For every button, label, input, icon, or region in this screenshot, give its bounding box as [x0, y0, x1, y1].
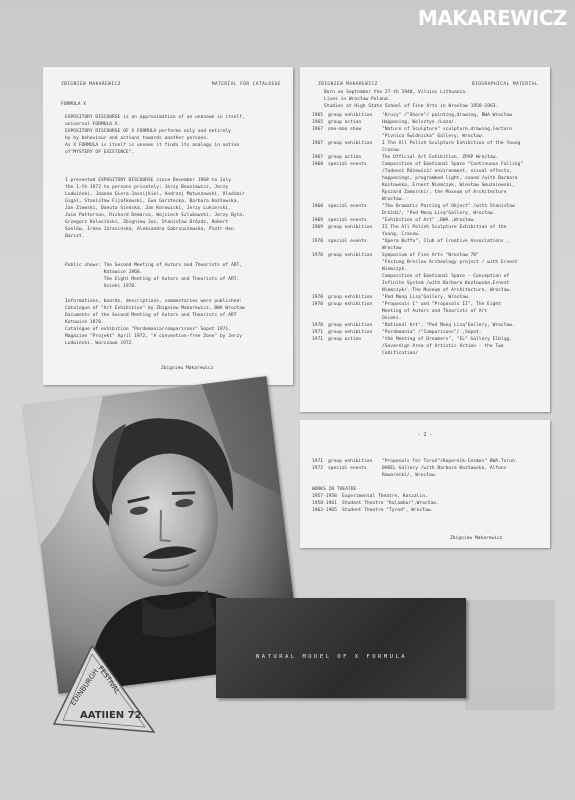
entry-year: 1971	[312, 330, 324, 335]
entry-year	[312, 133, 328, 140]
entry-kind: group action	[328, 120, 362, 125]
entry-text: The Official Art Exhibition, ZPAP Wrocław.	[382, 155, 499, 160]
entry-kind	[328, 343, 382, 350]
entry-text: Rawarecki/, Wrocław.	[382, 473, 438, 478]
entry-text: "Opera Buffa", Club of Creative Associations ,	[382, 239, 510, 244]
entry-year	[312, 245, 328, 252]
entry-kind	[328, 182, 382, 189]
list-item	[312, 161, 544, 168]
entry-kind: special events	[328, 204, 367, 209]
entry-kind	[328, 189, 382, 196]
entry-text: Composition of Emotional Space - Conception of	[382, 274, 510, 279]
list-item	[312, 294, 544, 301]
entry-text: Niemczyk/. The Museum of Architecture, Wrocław.	[382, 288, 512, 293]
entry-year: 1968	[312, 162, 324, 167]
list-item	[312, 133, 544, 140]
entry-year	[312, 350, 328, 357]
entry-kind: group exhibition	[328, 141, 373, 146]
entry-text: "Proposals for Toruń"/Kopernik-Cosmos" BWA,Toruń.	[382, 459, 518, 464]
entry-year: 1969	[312, 225, 324, 230]
list-item	[312, 287, 544, 294]
list-item	[312, 217, 544, 224]
biographical-material-page-2	[300, 420, 550, 548]
list-item	[312, 147, 544, 154]
entry-text: Young, Cracow.	[382, 232, 421, 237]
signature: Zbigniew Makarewicz	[161, 366, 214, 371]
entry-kind	[328, 280, 382, 287]
entry-kind: group exhibition	[328, 302, 373, 307]
list-item	[312, 273, 544, 280]
entry-kind: special events	[328, 466, 367, 471]
entry-text: Dróżdż/, "Pod Moną Lisą"Gallery, Wrocław.	[382, 211, 496, 216]
entry-text: Composition of Emotional Space "Continuous Falling"	[382, 162, 524, 167]
sheet-type: BIOGRAPHICAL MATERIAL	[471, 82, 538, 87]
entry-year: 1969	[312, 218, 324, 223]
entry-text: "Pod Moną Lisą"Gallery, Wrocław.	[382, 295, 471, 300]
entry-year: 1970	[312, 295, 324, 300]
list-item	[312, 168, 544, 175]
list-item	[312, 493, 544, 500]
entry-text: Happening, Wolsztyn /Laza/.	[382, 120, 457, 125]
list-item	[312, 259, 544, 266]
entry-kind	[328, 168, 382, 175]
entry-text: Niemczyk.	[382, 267, 407, 272]
entry-year	[312, 168, 328, 175]
entry-year: 1967	[312, 127, 324, 132]
list-item	[312, 322, 544, 329]
entry-year	[312, 182, 328, 189]
entry-text: Wrocław	[382, 246, 402, 251]
page-title: MAKAREWICZ	[417, 6, 567, 30]
list-item	[312, 238, 544, 245]
sheet-header	[318, 81, 538, 88]
entry-year: 1971	[312, 459, 324, 464]
festival-stamp	[50, 640, 160, 740]
entry-text: BAREL Gallery /with Barbara Kozłowska, Alfons	[382, 466, 507, 471]
entry-year: 1970	[312, 323, 324, 328]
list-item	[312, 458, 544, 465]
list-item	[312, 472, 544, 479]
list-item	[312, 507, 544, 514]
entry-text: "the Meeting of Dreamers", "EL" Gallery Elbląg.	[382, 337, 512, 342]
list-item	[312, 112, 544, 119]
biography	[312, 89, 544, 357]
entry-year: 1970	[312, 239, 324, 244]
entry-text: Meeting of Autors and Theorists of Art	[382, 309, 488, 314]
entry-kind: group exhibition	[328, 295, 373, 300]
stamp-line-3: AATIIEN 72	[80, 710, 142, 721]
entry-text: "Festung Breslau Archeology project / with Ernest	[382, 260, 518, 265]
list-item	[312, 126, 544, 133]
entry-text: Kozłowska, Ernest Niemczyk, Wiesław Smużniewski,	[382, 183, 515, 188]
sheet-header	[61, 81, 281, 88]
entry-text: Ryszard Zamorski/, the Museum of Architecture	[382, 190, 507, 195]
list-item	[312, 203, 544, 210]
entry-text: Codification/	[382, 351, 418, 356]
formula-card	[216, 598, 466, 698]
entry-year: 1971	[312, 337, 324, 342]
list-item	[312, 252, 544, 259]
entry-text: "Kruzy" /"Shore"/ painting,drawing, BWA Wrocław	[382, 113, 512, 118]
entry-kind	[328, 210, 382, 217]
list-item	[312, 196, 544, 203]
entry-kind	[328, 308, 382, 315]
entry-text: "Nature of Sculpture" sculpture,drawing,lecture	[382, 127, 512, 132]
biography-continued	[312, 458, 544, 514]
entry-year	[312, 196, 328, 203]
entry-year: 1970	[312, 302, 324, 307]
exhibition-list	[312, 458, 544, 479]
list-item	[312, 140, 544, 147]
entry-kind: one-man show	[328, 127, 362, 132]
entry-text: /Tadeusz Różewicz/ environment, visual effects,	[382, 169, 512, 174]
entry-year: 1965	[312, 113, 324, 118]
entry-year	[312, 273, 328, 280]
entry-year: 1965	[312, 120, 324, 125]
entry-kind: special events	[328, 218, 367, 223]
list-item	[312, 308, 544, 315]
biography-intro: Born on September the 27-th 1940, Vilnius Lithuania. Lives in Wrocław Poland. Studies at High State School of Fine Arts in Wrocław 1958-1963.	[324, 90, 499, 109]
signature: Zbigniew Makarewicz	[450, 536, 503, 541]
entry-year: 1967	[312, 141, 324, 146]
entry-text: I The All Polish Sculpture Exhibition of the Young	[382, 141, 521, 146]
entry-text: "Proposals I" and "Proposals II", The Eight	[382, 302, 501, 307]
author-name: ZBIGNIEW MAKAREWICZ	[318, 82, 378, 87]
entry-year: 1968	[312, 204, 324, 209]
list-item	[312, 350, 544, 357]
entry-kind: group exhibition	[328, 113, 373, 118]
entry-text: Cracow.	[382, 148, 402, 153]
entry-kind: group action	[328, 337, 362, 342]
entry-kind: group action	[328, 155, 362, 160]
entry-year: 1958-1961	[312, 501, 337, 506]
entry-year	[312, 315, 328, 322]
entry-kind: group exhibition	[328, 323, 373, 328]
entry-kind: group exhibition	[328, 225, 373, 230]
entry-text: /Sovereign Area of Artistic Action - the Two	[382, 344, 504, 349]
entry-kind	[328, 196, 382, 203]
list-item	[312, 315, 544, 322]
entry-text: "Exhibition of Art" ,BWA ,Wrocław.	[382, 218, 477, 223]
entry-kind	[328, 350, 382, 357]
exhibition-list	[312, 112, 544, 357]
list-item	[312, 182, 544, 189]
author-name: ZBIGNIEW MAKAREWICZ	[61, 82, 121, 87]
theatre-title: WORKS IN THEATRE	[312, 487, 357, 492]
paragraph-persons: I presented EXPOSITORY DISCOURSE since December 1968 to July the 1-th 1972 to persons privately: Jerzy Beaziewicz, Jerzy Ludwiński, Joanna Giera-Jasnijkiel, Andrzej Matuszewski, Vladimir Gigal, Stanisław Fijałkowski, Ewa Garstecka, Barbara Kozłowska, Jan Ziemski, Danuta Sieńska, Jan Korowicki, Jerzy Lukierski, Jaim Patterson, Richard Demarco, Wojciech Szlubowski, Jerzy Byta, Grzegorz Kolasiński, Zbigniew Jez, Stanisław Drózdz, Robert Szelów, Irena Jarosińska, Aleksandra Gabrzuszewska, Piotr Hen Barszt.	[65, 178, 245, 239]
entry-text: Infinite System /with Barbara Kozłowska,Ernest	[382, 281, 510, 286]
entry-text: Osieki.	[382, 316, 402, 321]
paragraph-public-shows: Public shows: The Second Meeting of Autors and Theorists of ART, Katowice 1968. The Eight Meeting of Autors and Theorists of ART, Osieki 1970.	[65, 263, 243, 289]
entry-kind: special events	[328, 162, 367, 167]
entry-kind	[328, 273, 382, 280]
entry-kind: group exhibition	[328, 330, 373, 335]
stamp-line-2: FESTIVAL	[96, 664, 122, 696]
entry-year	[312, 175, 328, 182]
entry-year	[312, 308, 328, 315]
sheet-type: MATERIAL FOR CATALOGUE	[211, 82, 281, 87]
entry-text: II The All Polish Sculpture Exhibition of the	[382, 225, 507, 230]
entry-year	[312, 287, 328, 294]
entry-text: Symposium of Fine Arts "Wrocław 70"	[382, 253, 479, 258]
list-item	[312, 210, 544, 217]
list-item	[312, 154, 544, 161]
biographical-material-sheet	[300, 67, 550, 412]
list-item	[312, 189, 544, 196]
theatre-list	[312, 493, 544, 514]
entry-text: "Rational Art", "Pod Moną Lisą"Gallery, Wrocław.	[382, 323, 515, 328]
entry-kind	[328, 266, 382, 273]
entry-kind	[328, 245, 382, 252]
entry-kind	[328, 259, 382, 266]
card-title: NATURAL MODEL OF X FORMULA	[256, 654, 408, 660]
entry-text: "Pivnica Świdnicka" Gallery, Wrocław.	[382, 134, 485, 139]
entry-kind	[328, 472, 382, 479]
list-item	[312, 465, 544, 472]
list-item	[312, 343, 544, 350]
entry-year: 1963-1965	[312, 508, 337, 513]
list-item	[312, 175, 544, 182]
entry-year	[312, 280, 328, 287]
entry-kind: group exhibition	[328, 253, 373, 258]
entry-kind	[328, 287, 382, 294]
stamp-line-1: EDINBURGH	[69, 667, 101, 708]
section-title: FORMULA X	[61, 102, 86, 107]
entry-text: happenings, programmed light, sound /with Barbara	[382, 176, 518, 181]
entry-year: 1967	[312, 155, 324, 160]
entry-year	[312, 343, 328, 350]
entry-kind	[328, 315, 382, 322]
list-item	[312, 500, 544, 507]
catalogue-material-sheet	[43, 67, 293, 385]
entry-year	[312, 472, 328, 479]
entry-year	[312, 210, 328, 217]
entry-year	[312, 266, 328, 273]
entry-year: 1972	[312, 466, 324, 471]
entry-kind	[328, 133, 382, 140]
paragraph-publications: Informations, boards, descriptions, commentaries were published: Catalogue of "Art Exhibition" by Zbigniew Makarewicz, BWA Wrocław Documents of the Second Meeting of Autors and Theorists of ART Katowice 1970. Catalogue of exhibition "Pordemania/comparisons" Sopot 1971. Magazine "Projekt" April 1972, "A convention-free Zone" by Jerzy Ludwiński, Warszawa 1972.	[65, 299, 245, 346]
entry-text: Wrocław.	[382, 197, 405, 202]
entry-year: 1957-1958	[312, 494, 337, 499]
entry-year	[312, 189, 328, 196]
entry-kind	[328, 231, 382, 238]
entry-kind: special events	[328, 239, 367, 244]
list-item	[312, 119, 544, 126]
entry-kind	[328, 175, 382, 182]
list-item	[312, 329, 544, 336]
list-item	[312, 301, 544, 308]
paragraph-formula: EXPOSITORY DISCOURSE is an approximation of an unknown in itself, universal FORMULA X. EXPOSITORY DISCOURSE OF X FORMULA performs only and entirely by by behaviour and actions towards another persons. As X FORMULA is itself is unseen it finds its analogy in notion of"MYSTERY OF EXISTENCE".	[65, 115, 245, 155]
list-item	[312, 336, 544, 343]
list-item	[312, 266, 544, 273]
entry-text: Student Theatre "Kalambur",Wrocław.	[342, 501, 439, 506]
entry-year	[312, 259, 328, 266]
list-item	[312, 245, 544, 252]
entry-text: "The Dramatic Parsing of Object" /with Stanisław	[382, 204, 515, 209]
background-paper	[465, 600, 555, 710]
entry-text: "Pordemania" /"Comparisons"/ ,Sopot.	[382, 330, 482, 335]
page-number: - 2 -	[417, 432, 433, 438]
list-item	[312, 280, 544, 287]
list-item	[312, 224, 544, 231]
entry-text: Experimental Theatre, Koszalin.	[342, 494, 428, 499]
entry-kind	[328, 147, 382, 154]
entry-kind: group exhibition	[328, 459, 373, 464]
entry-year	[312, 147, 328, 154]
list-item	[312, 231, 544, 238]
entry-text: Student Theatre "Tyrod", Wrocław.	[342, 508, 434, 513]
entry-year	[312, 231, 328, 238]
entry-year: 1970	[312, 253, 324, 258]
